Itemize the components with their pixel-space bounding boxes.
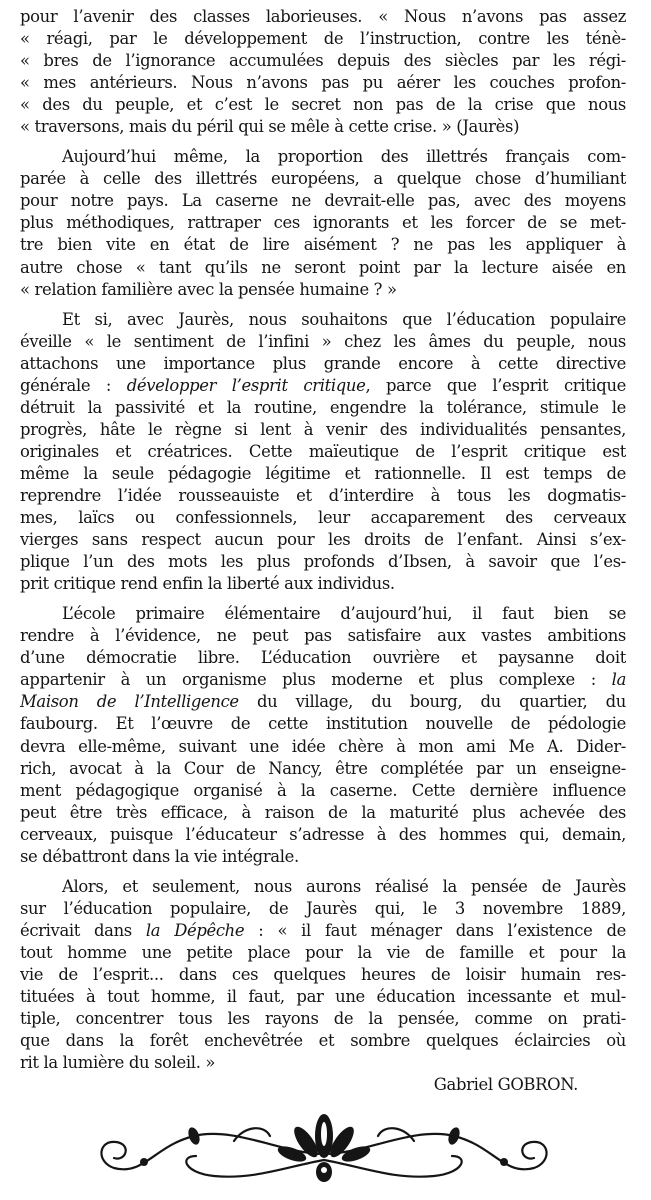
text-line: tout homme une petite place pour la vie de famille et pour la bbox=[20, 942, 626, 962]
text-line: « bres de l’ignorance accumulées depuis des siècles par les régi- bbox=[20, 51, 626, 71]
text-line: attachons une importance plus grande encore à cette directive bbox=[20, 353, 626, 373]
text-line: Aujourd’hui même, la proportion des illettrés français com- bbox=[62, 147, 626, 167]
text-line: plique l’un des mots les plus profonds d’Ibsen, à savoir que l’es- bbox=[20, 552, 626, 572]
text-line: plus méthodiques, rattraper ces ignorants et les forcer de se met- bbox=[20, 213, 626, 233]
text-line: progrès, hâte le règne si lent à venir des individualités pensantes, bbox=[20, 419, 626, 439]
text-line: tiple, concentrer tous les rayons de la pensée, comme on prati- bbox=[20, 1009, 626, 1029]
text-line: même la seule pédagogie légitime et rationnelle. Il est temps de bbox=[20, 463, 626, 483]
text-line: tre bien vite en état de lire aisément ? ne pas les appliquer à bbox=[20, 235, 626, 255]
text-line: autre chose « tant qu’ils ne seront point par la lecture aisée en bbox=[20, 257, 626, 277]
text-line: d’une démocratie libre. L’éducation ouvrière et paysanne doit bbox=[20, 648, 626, 668]
text-line: se débattront dans la vie intégrale. bbox=[20, 846, 299, 866]
text-line: pour l’avenir des classes laborieuses. « Nous n’avons pas assez bbox=[20, 7, 626, 26]
text-line: cerveaux, puisque l’éducateur s’adresse à des hommes qui, demain, bbox=[20, 824, 626, 844]
text-line: éveille « le sentiment de l’infini » chez les âmes du peuple, nous bbox=[20, 331, 626, 351]
text-line: Alors, et seulement, nous aurons réalisé la pensée de Jaurès bbox=[62, 876, 626, 896]
text-line: reprendre l’idée rousseauiste et d’interdire à tous les dogmatis- bbox=[20, 485, 626, 505]
text-line: détruit la passivité et la routine, engendre la tolérance, stimule le bbox=[20, 397, 626, 417]
text-line: « des du peuple, et c’est le secret non pas de la crise que nous bbox=[20, 95, 626, 115]
text-line: « réagi, par le développement de l’instruction, contre les ténè- bbox=[20, 29, 626, 49]
text-line: ment pédagogique organisé à la caserne. Cette dernière influence bbox=[20, 780, 626, 800]
text-line: L’école primaire élémentaire d’aujourd’hui, il faut bien se bbox=[62, 604, 626, 624]
text-line: « relation familière avec la pensée humaine ? » bbox=[20, 279, 397, 299]
text-line: peut être très efficace, à raison de la maturité plus achevée des bbox=[20, 802, 626, 822]
text-line: mes, laïcs ou confessionnels, leur accaparement des cerveaux bbox=[20, 508, 626, 528]
text-line: originales et créatrices. Cette maïeutique de l’esprit critique est bbox=[20, 441, 626, 461]
text-line: vie de l’esprit... dans ces quelques heures de loisir humain res- bbox=[20, 964, 626, 984]
text-line: prit critique rend enfin la liberté aux individus. bbox=[20, 574, 395, 594]
text-line: Maison de l’Intelligence du village, du bourg, du quartier, du bbox=[20, 692, 626, 712]
text-line: devra elle-même, suivant une idée chère à mon ami Me A. Dider- bbox=[20, 736, 626, 756]
text-line: « traversons, mais du péril qui se mêle à cette crise. » (Jaurès) bbox=[20, 117, 520, 137]
article-body bbox=[20, 6, 626, 1096]
floral-vignette-icon bbox=[84, 1096, 564, 1192]
author-signature: Gabriel GOBRON. bbox=[433, 1075, 578, 1095]
text-line: parée à celle des illettrés européens, a quelque chose d’humiliant bbox=[20, 169, 626, 189]
text-line: rit la lumière du soleil. » bbox=[20, 1053, 216, 1073]
text-line: rich, avocat à la Cour de Nancy, être complétée par un enseigne- bbox=[20, 758, 626, 778]
text-line: tituées à tout homme, il faut, par une éducation incessante et mul- bbox=[20, 987, 626, 1007]
text-line: sur l’éducation populaire, de Jaurès qui, le 3 novembre 1889, bbox=[20, 898, 626, 918]
text-line: Et si, avec Jaurès, nous souhaitons que l’éducation populaire bbox=[62, 309, 626, 329]
text-line: générale : développer l’esprit critique, parce que l’esprit critique bbox=[20, 375, 626, 395]
text-line: appartenir à un organisme plus moderne et plus complexe : la bbox=[20, 670, 626, 690]
text-line: que dans la forêt enchevêtrée et sombre quelques éclaircies où bbox=[20, 1031, 626, 1051]
text-line: pour notre pays. La caserne ne devrait-elle pas, avec des moyens bbox=[20, 191, 626, 211]
text-line: écrivait dans la Dépêche : « il faut ménager dans l’existence de bbox=[20, 920, 626, 940]
text-line: vierges sans respect aucun pour les droits de l’enfant. Ainsi s’ex- bbox=[20, 530, 626, 550]
text-line: rendre à l’évidence, ne peut pas satisfaire aux vastes ambitions bbox=[20, 626, 626, 646]
text-line: « mes antérieurs. Nous n’avons pas pu aérer les couches profon- bbox=[20, 73, 626, 93]
text-line: faubourg. Et l’œuvre de cette institution nouvelle de pédologie bbox=[20, 714, 626, 734]
